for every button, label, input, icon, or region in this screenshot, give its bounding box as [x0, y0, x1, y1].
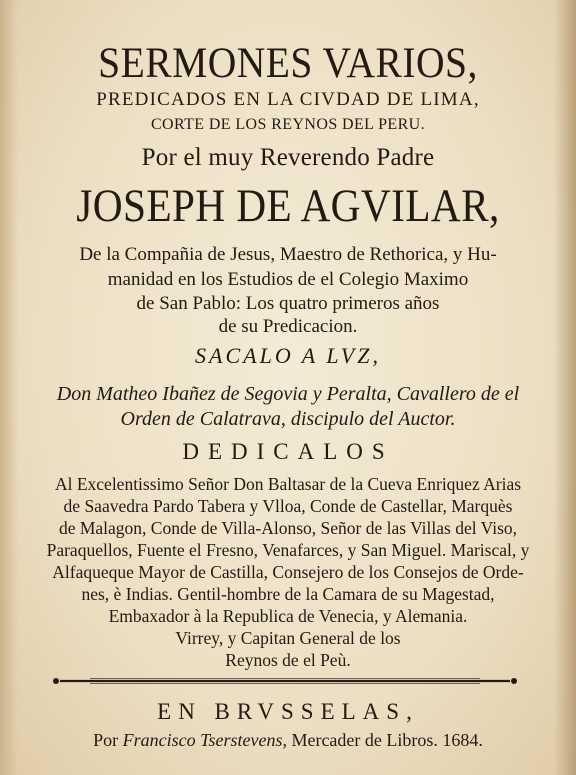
dedication-line-9: Reynos de el Peù.: [225, 650, 351, 670]
imprint-by: Por: [93, 730, 123, 750]
sacalo-heading: SACALO A LVZ,: [195, 343, 381, 368]
author-bio-line-2: manidad en los Estudios de el Colegio Maximo: [107, 269, 469, 290]
dedication-line-6: nes, è Indias. Gentil-hombre de la Camara de su Magestad,: [81, 584, 495, 604]
dedication-line-8: Virrey, y Capitan General de los: [175, 628, 401, 648]
author-name: JOSEPH DE AGVILAR,: [76, 180, 500, 232]
dedication-line-4: Paraquellos, Fuente el Fresno, Venafarces, y San Miguel. Mariscal, y: [46, 540, 530, 560]
dedication-line-2: de Saavedra Pardo Tabera y Vlloa, Conde de Castellar, Marquès: [63, 496, 513, 516]
by-line: Por el muy Reverendo Padre: [141, 144, 435, 171]
dedication-line-5: Alfaqueque Mayor de Castilla, Consejero de los Consejos de Orde-: [52, 562, 524, 582]
dedication-line-3: de Malagon, Conde de Villa-Alonso, Señor de las Villas del Viso,: [58, 518, 518, 538]
imprint-rest: Mercader de Libros. 1684.: [286, 730, 483, 750]
sacalo-line-1: Don Matheo Ibañez de Segovia y Peralta, Cavallero de el: [56, 383, 520, 405]
ornamental-rule: [50, 677, 520, 685]
dedication-heading: DEDICALOS: [182, 439, 394, 464]
sacalo-line-2: Orden de Calatrava, discipulo del Auctor.: [120, 408, 456, 430]
subtitle-line-1: PREDICADOS EN LA CIVDAD DE LIMA,: [96, 89, 480, 110]
imprint-line: [0, 731, 576, 749]
imprint-printer: Francisco Tserstevens,: [122, 730, 287, 750]
author-bio-line-4: de su Predicacion.: [218, 316, 358, 337]
dedication-line-7: Embaxador à la Republica de Venecia, y Alemania.: [108, 606, 468, 626]
author-bio-line-1: De la Compañia de Jesus, Maestro de Rethorica, y Hu-: [79, 244, 497, 265]
author-bio-line-3: de San Pablo: Los quatro primeros años: [136, 293, 440, 314]
subtitle-line-2: CORTE DE LOS REYNOS DEL PERU.: [150, 116, 426, 133]
book-title: SERMONES VARIOS,: [98, 40, 478, 87]
dedication-line-1: Al Excelentissimo Señor Don Baltasar de la Cueva Enriquez Arias: [54, 474, 522, 494]
imprint-place: EN BRVSSELAS,: [157, 699, 419, 724]
